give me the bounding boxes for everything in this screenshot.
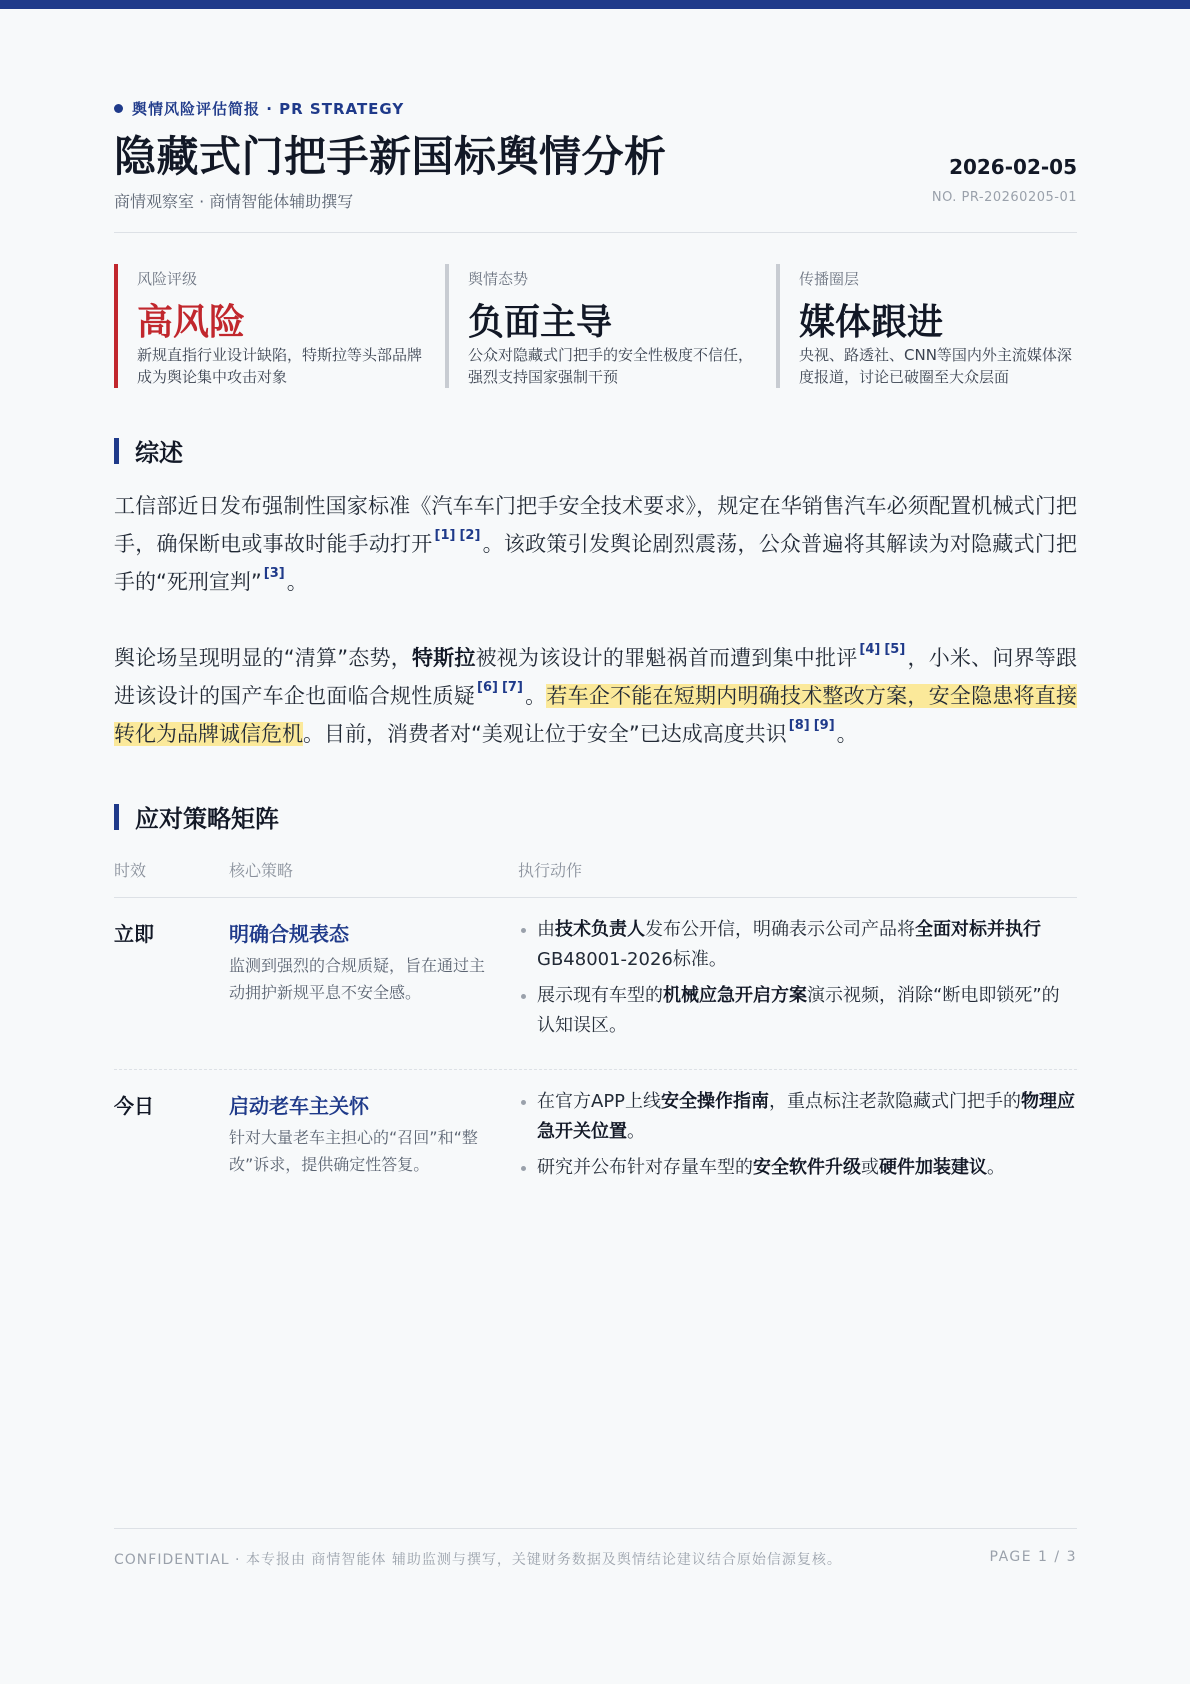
footer-disclaimer: CONFIDENTIAL · 本专报由 商情智能体 辅助监测与撰写，关键财务数据及舆情结论建议结合原始信源复核。 [114, 1552, 842, 1568]
citation-link[interactable]: [5] [884, 642, 906, 657]
bold-keyword: 安全操作指南 [661, 1091, 770, 1112]
citation-link[interactable]: [1] [434, 528, 456, 543]
section-title-text: 综述 [135, 439, 183, 467]
table-row [114, 898, 1077, 1070]
header-divider [114, 232, 1077, 233]
metric-risk-level [114, 264, 424, 388]
highlighted-warning: 若车企不能在短期内明确技术整改方案，安全隐患将直接转化为品牌诚信危机 [114, 684, 1078, 746]
bold-keyword: 全面对标并执行 [915, 919, 1041, 940]
text-span: 。 [286, 570, 308, 594]
citation-link[interactable]: [4] [859, 642, 881, 657]
report-date: 2026-02-05 [949, 155, 1077, 179]
text-span: 。 [627, 1121, 645, 1142]
metric-value: 媒体跟进 [799, 302, 944, 343]
text-span: 或 [861, 1157, 879, 1178]
strategy-name: 明确合规表态 [229, 922, 349, 946]
text-span: 工信部近日发布强制性国家标准《汽车车门把手安全技术要求》，规定在华销售汽车必须配置机械式门把手，确保断电或事故时能手动打开 [114, 494, 1077, 556]
action-item [518, 1153, 1077, 1183]
text-span: 展示现有车型的 [537, 985, 663, 1006]
citation-link[interactable]: [9] [813, 718, 835, 733]
metric-label: 舆情态势 [468, 270, 529, 288]
page-subtitle: 商情观察室 · 商情智能体辅助撰写 [114, 192, 354, 211]
metric-spread [776, 264, 1086, 388]
text-span: 。 [836, 722, 858, 746]
metric-cards [114, 264, 1077, 388]
action-item [518, 981, 1077, 1041]
bold-keyword: 特斯拉 [411, 646, 476, 670]
section-marker-icon [114, 804, 119, 830]
text-span: 演示视频，消除“断电即锁死”的认知误区。 [537, 985, 1060, 1036]
strategy-description: 监测到强烈的合规质疑，旨在通过主动拥护新规平息不安全感。 [229, 956, 486, 1002]
kicker-text: 舆情风险评估简报 · PR STRATEGY [132, 100, 405, 118]
action-list [518, 1087, 1077, 1189]
citation-link[interactable]: [6] [477, 680, 498, 695]
strategy-description: 针对大量老车主担心的“召回”和“整改”诉求，提供确定性答复。 [229, 1128, 478, 1174]
bold-keyword: 物理应急开关位置 [537, 1091, 1076, 1142]
text-span: 。 [987, 1157, 1005, 1178]
text-span: GB48001-2026标准。 [537, 949, 727, 970]
metric-label: 传播圈层 [799, 270, 860, 288]
text-span: ，小米、问界等跟进该设计的国产车企也面临合规性质疑 [114, 646, 1077, 708]
bold-keyword: 硬件加装建议 [879, 1157, 987, 1178]
metric-sentiment [445, 264, 755, 388]
report-page [114, 0, 1077, 1684]
citation-link[interactable]: [2] [459, 528, 481, 543]
column-header-actions: 执行动作 [518, 861, 583, 880]
row-timing: 立即 [114, 922, 154, 946]
bold-keyword: 安全软件升级 [753, 1157, 861, 1178]
text-span: 。目前，消费者对“美观让位于安全”已达成高度共识 [303, 722, 787, 746]
column-header-timing: 时效 [114, 861, 147, 880]
bullet-dot-icon [114, 104, 123, 113]
footer-divider [114, 1528, 1077, 1529]
text-span: 发布公开信，明确表示公司产品将 [645, 919, 915, 940]
text-span: 被视为该设计的罪魁祸首而遭到集中批评 [475, 646, 858, 670]
summary-paragraph-1 [114, 487, 1077, 601]
text-span: 在官方APP上线 [537, 1091, 662, 1112]
bold-keyword: 机械应急开启方案 [663, 985, 807, 1006]
citation-link[interactable]: [3] [263, 566, 285, 581]
text-span: 舆论场呈现明显的“清算”态势， [114, 646, 412, 670]
page-title: 隐藏式门把手新国标舆情分析 [114, 132, 667, 181]
action-item [518, 1087, 1077, 1147]
citation-link[interactable]: [7] [501, 680, 523, 695]
section-title-text: 应对策略矩阵 [135, 805, 279, 833]
metric-label: 风险评级 [137, 270, 198, 288]
section-strategy-title [114, 799, 279, 834]
report-kicker [114, 98, 404, 119]
section-summary-title [114, 433, 183, 468]
section-marker-icon [114, 438, 119, 464]
bold-keyword: 技术负责人 [555, 919, 645, 940]
text-span: 研究并公布针对存量车型的 [537, 1157, 753, 1178]
text-span: 。该政策引发舆论剧烈震荡，公众普遍将其解读为对隐藏式门把手的“死刑宣判” [114, 532, 1077, 594]
metric-description: 新规直指行业设计缺陷，特斯拉等头部品牌成为舆论集中攻击对象 [137, 346, 423, 386]
text-span: 由 [537, 919, 555, 940]
strategy-name: 启动老车主关怀 [229, 1094, 369, 1118]
text-span: ，重点标注老款隐藏式门把手的 [769, 1091, 1022, 1112]
metric-description: 公众对隐藏式门把手的安全性极度不信任，强烈支持国家强制干预 [468, 346, 754, 386]
metric-value: 负面主导 [468, 302, 613, 343]
report-number: NO. PR-20260205-01 [931, 190, 1077, 205]
metric-value: 高风险 [137, 302, 246, 343]
column-header-strategy: 核心策略 [229, 861, 294, 880]
action-list [518, 915, 1077, 1047]
metric-description: 央视、路透社、CNN等国内外主流媒体深度报道，讨论已破圈至大众层面 [799, 346, 1072, 386]
page-number: PAGE 1 / 3 [989, 1549, 1077, 1565]
action-item [518, 915, 1077, 975]
table-row [114, 1070, 1077, 1220]
citation-link[interactable]: [8] [788, 718, 810, 733]
text-span: 。 [524, 684, 547, 708]
table-header [114, 858, 1077, 898]
row-timing: 今日 [114, 1094, 154, 1118]
summary-paragraph-2 [114, 639, 1077, 753]
